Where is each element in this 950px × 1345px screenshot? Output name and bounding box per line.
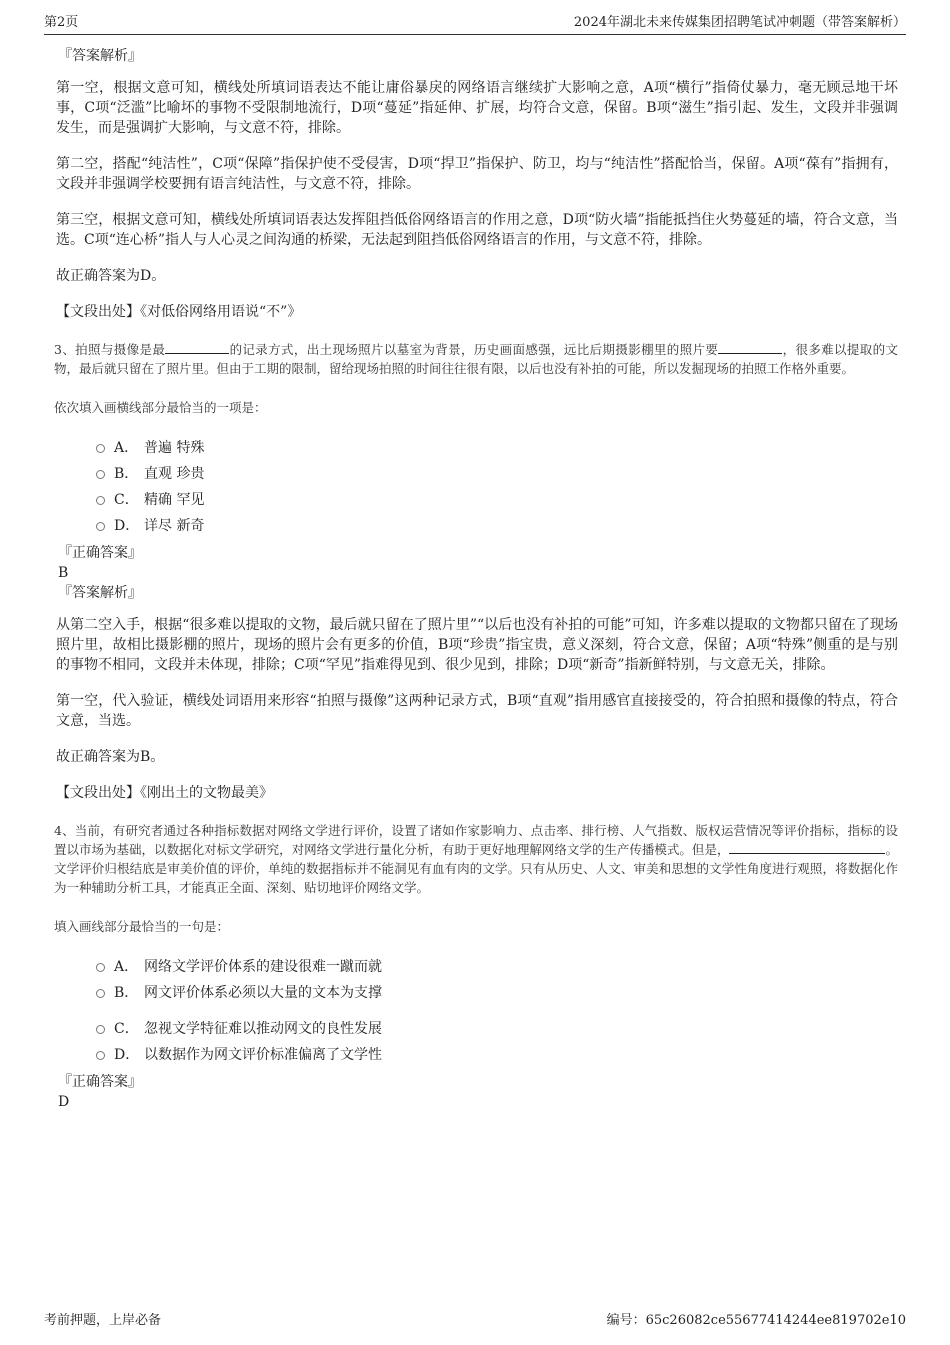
q3-option-c[interactable]: C． 精确 罕见 <box>96 487 898 513</box>
prev-analysis-para-3: 第三空，根据文意可知，横线处所填词语表达发挥阻挡低俗网络语言的作用之意，D项“防火墙”指能抵挡住火势蔓延的墙，符合文意，当选。C项“连心桥”指人与人心灵之间沟通的桥梁，无法起到阻挡低俗网络语言的作用，与文意不符，排除。 <box>56 212 898 248</box>
document-title: 2024年湖北未来传媒集团招聘笔试冲刺题（带答案解析） <box>573 15 906 30</box>
prev-analysis-label: 『答案解析』 <box>58 48 142 64</box>
q3-text-a: 3、拍照与摄像是最 <box>54 342 166 357</box>
footer-slogan: 考前押题，上岸必备 <box>44 1313 162 1328</box>
question-3-stem <box>54 340 898 378</box>
q3-answer: B <box>58 565 69 581</box>
radio-icon[interactable] <box>96 522 105 531</box>
radio-icon[interactable] <box>96 1025 105 1034</box>
q3-options <box>96 435 898 539</box>
q4-options <box>96 954 898 1068</box>
q3-option-d[interactable]: D． 详尽 新奇 <box>96 513 898 539</box>
q3-blank-1 <box>165 341 229 354</box>
q3-option-b[interactable]: B． 直观 珍贵 <box>96 461 898 487</box>
q4-option-b[interactable]: B． 网文评价体系必须以大量的文本为支撑 <box>96 980 898 1006</box>
q3-source: 【文段出处】《刚出土的文物最美》 <box>56 785 273 801</box>
radio-icon[interactable] <box>96 989 105 998</box>
question-4-stem <box>54 821 898 897</box>
q3-answer-label: 『正确答案』 <box>58 545 142 561</box>
q4-text-b: 。文学评价归根结底是审美价值的评价，单纯的数据指标并不能洞见有血有肉的文学。只有从历史、人文、审美和思想的文学性角度进行观照，将数据化作为一种辅助分析工具，才能真正全面、深刻、贴切地评价网络文学。 <box>54 842 898 895</box>
prev-analysis-para-1: 第一空，根据文意可知，横线处所填词语表达不能让庸俗暴戾的网络语言继续扩大影响之意，A项“横行”指倚仗暴力，毫无顾忌地干坏事，C项“泛滥”比喻坏的事物不受限制地流行，D项“蔓延”指延伸、扩展，均符合文意，保留。B项“滋生”指引起、发生，文段并非强调发生，而是强调扩大影响，与文意不符，排除。 <box>56 80 898 136</box>
q3-text-b: 的记录方式，出土现场照片以墓室为背景，历史画面感强，远比后期摄影棚里的照片要 <box>229 342 719 357</box>
radio-icon[interactable] <box>96 444 105 453</box>
q4-option-c[interactable]: C． 忽视文学特征难以推动网文的良性发展 <box>96 1016 898 1042</box>
radio-icon[interactable] <box>96 470 105 479</box>
q3-analysis-para-2: 第一空，代入验证，横线处词语用来形容“拍照与摄像”这两种记录方式，B项“直观”指用感官直接接受的，符合拍照和摄像的特点，符合文意，当选。 <box>56 693 898 729</box>
q3-text-c: ，很多难以提取的文物，最后就只留在了照片里。但由于工期的限制，留给现场拍照的时间往往很有限，以后也没有补拍的可能，所以发掘现场的拍照工作格外重要。 <box>54 342 898 376</box>
q4-option-a[interactable]: A． 网络文学评价体系的建设很难一蹴而就 <box>96 954 898 980</box>
q4-text-a: 4、当前，有研究者通过各种指标数据对网络文学进行评价，设置了诸如作家影响力、点击率、排行榜、人气指数、版权运营情况等评价指标，指标的设置以市场为基础，以数据化对标文学研究，对网络文学进行量化分析，有助于更好地理解网络文学的生产传播模式。但是， <box>54 823 898 857</box>
prev-conclusion: 故正确答案为D。 <box>56 268 166 284</box>
q3-option-a[interactable]: A． 普遍 特殊 <box>96 435 898 461</box>
q4-answer: D <box>58 1094 70 1110</box>
page-content <box>56 46 898 1112</box>
q3-conclusion: 故正确答案为B。 <box>56 749 165 765</box>
q4-blank <box>729 841 885 854</box>
q4-answer-label: 『正确答案』 <box>58 1074 142 1090</box>
q3-blank-2 <box>718 341 782 354</box>
radio-icon[interactable] <box>96 963 105 972</box>
document-id: 编号：65c26082ce55677414244ee819702e10 <box>606 1313 906 1328</box>
q4-option-d[interactable]: D． 以数据作为网文评价标准偏离了文学性 <box>96 1042 898 1068</box>
page-header <box>44 14 906 35</box>
radio-icon[interactable] <box>96 1051 105 1060</box>
q3-analysis-para-1: 从第二空入手，根据“很多难以提取的文物，最后就只留在了照片里”“以后也没有补拍的可能”可知，许多难以提取的文物都只留在了现场照片里，故相比摄影棚的照片，现场的照片会有更多的价值，B项“珍贵”指宝贵，意义深刻，符合文意，保留；A项“特殊”侧重的是与别的事物不相同，文段并未体现，排除；C项“罕见”指难得见到、很少见到，排除；D项“新奇”指新鲜特别，与文意无关，排除。 <box>56 617 898 673</box>
page-number: 第2页 <box>44 15 79 30</box>
prev-source: 【文段出处】《对低俗网络用语说“不”》 <box>56 304 302 320</box>
radio-icon[interactable] <box>96 496 105 505</box>
q4-prompt: 填入画线部分最恰当的一句是： <box>54 919 230 934</box>
q3-prompt: 依次填入画横线部分最恰当的一项是： <box>54 400 267 415</box>
prev-analysis-para-2: 第二空，搭配“纯洁性”，C项“保障”指保护使不受侵害，D项“捍卫”指保护、防卫，均与“纯洁性”搭配恰当，保留。A项“葆有”指拥有，文段并非强调学校要拥有语言纯洁性，与文意不符，排除。 <box>56 156 898 192</box>
q3-analysis-label: 『答案解析』 <box>58 585 142 601</box>
